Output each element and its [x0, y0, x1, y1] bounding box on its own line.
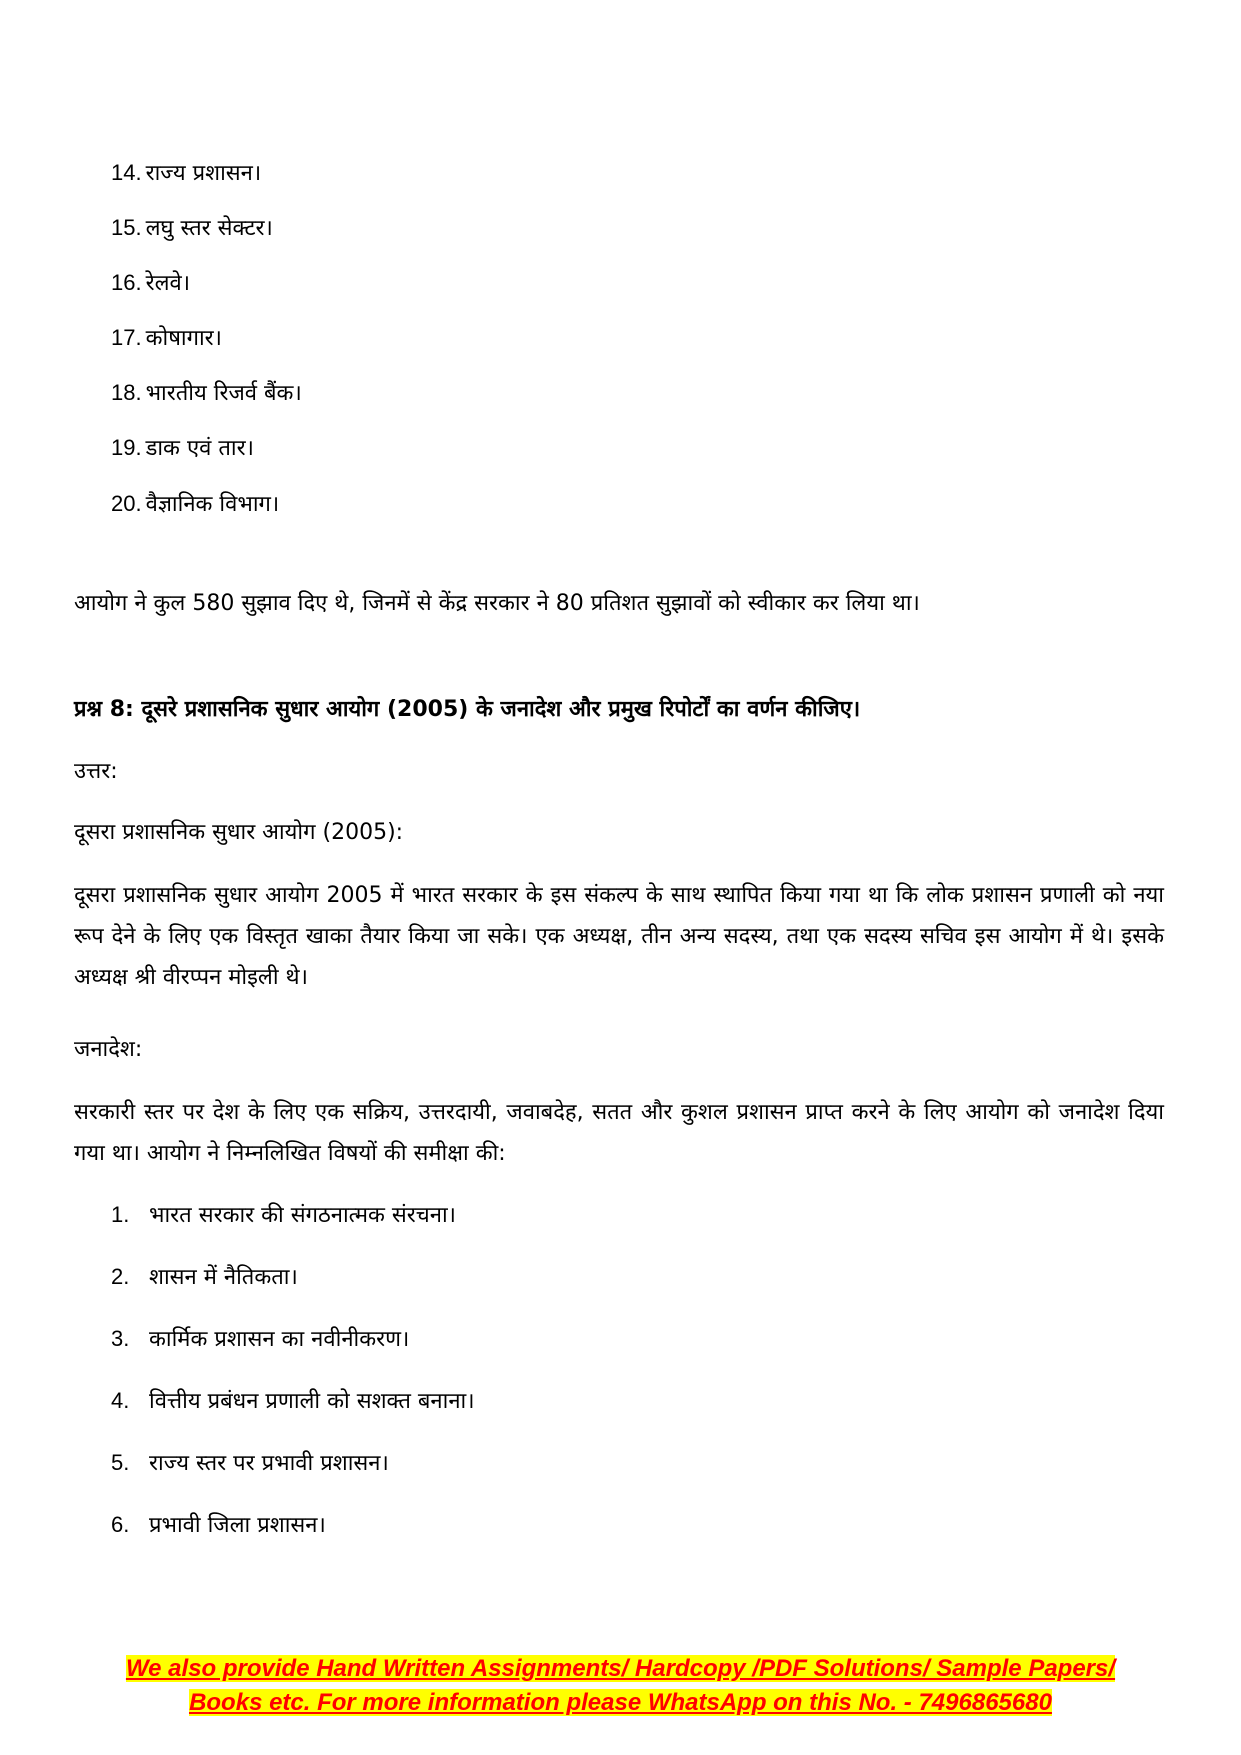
list-item — [111, 323, 222, 354]
footer-line-1: We also provide Hand Written Assignments/ Hardcopy /PDF Solutions/ Sample Papers/ — [125, 1655, 1116, 1682]
list-text: रेलवे। — [145, 271, 191, 296]
paragraph-suggestions: आयोग ने कुल 580 सुझाव दिए थे, जिनमें से केंद्र सरकार ने 80 प्रतिशत सुझावों को स्वीकार कर लिया था। — [74, 591, 920, 616]
list-number: 1. — [111, 1202, 130, 1227]
list-text: वैज्ञानिक विभाग। — [145, 492, 280, 517]
list-number: 19. — [111, 435, 142, 460]
list-number: 5. — [111, 1450, 130, 1475]
list-text: लघु स्तर सेक्टर। — [145, 216, 273, 241]
list-item — [111, 158, 261, 189]
footer-line-2: Books etc. For more information please WhatsApp on this No. - 7496865680 — [189, 1689, 1052, 1716]
list-item — [111, 1324, 409, 1355]
footer-promo — [0, 1652, 1241, 1720]
list-text: डाक एवं तार। — [145, 436, 254, 461]
list-text: प्रभावी जिला प्रशासन। — [149, 1513, 326, 1538]
question-heading: प्रश्न 8: दूसरे प्रशासनिक सुधार आयोग (2005) के जनादेश और प्रमुख रिपोर्टों का वर्णन कीजिए। — [74, 697, 861, 722]
list-item — [111, 1200, 456, 1231]
paragraph-mandate: सरकारी स्तर पर देश के लिए एक सक्रिय, उत्तरदायी, जवाबदेह, सतत और कुशल प्रशासन प्राप्त करने के लिए आयोग को जनादेश दिया गया था। आयोग ने निम्नलिखित विषयों की समीक्षा की: — [74, 1100, 1164, 1166]
list-text: कार्मिक प्रशासन का नवीनीकरण। — [149, 1327, 410, 1352]
list-text: राज्य स्तर पर प्रभावी प्रशासन। — [149, 1451, 389, 1476]
list-number: 17. — [111, 325, 142, 350]
list-number: 14. — [111, 160, 142, 185]
list-item — [111, 433, 254, 464]
list-item — [111, 268, 190, 299]
paragraph-commission: दूसरा प्रशासनिक सुधार आयोग 2005 में भारत सरकार के इस संकल्प के साथ स्थापित किया गया था कि लोक प्रशासन प्रणाली को नया रूप देने के लिए एक विस्तृत खाका तैयार किया जा सके। एक अध्यक्ष, तीन अन्य सदस्य, तथा एक सदस्य सचिव इस आयोग में थे। इसके अध्यक्ष श्री वीरप्पन मोइली थे। — [74, 883, 1164, 990]
section-heading-mandate: जनादेश: — [74, 1037, 143, 1062]
list-text: शासन में नैतिकता। — [149, 1265, 298, 1290]
list-number: 18. — [111, 380, 142, 405]
list-text: भारत सरकार की संगठनात्मक संरचना। — [149, 1203, 456, 1228]
list-item — [111, 378, 302, 409]
list-number: 20. — [111, 491, 142, 516]
list-text: राज्य प्रशासन। — [145, 161, 262, 186]
list-item — [111, 1510, 326, 1541]
list-text: वित्तीय प्रबंधन प्रणाली को सशक्त बनाना। — [149, 1389, 475, 1414]
list-number: 3. — [111, 1326, 130, 1351]
list-text: कोषागार। — [145, 326, 223, 351]
list-item — [111, 1386, 475, 1417]
list-item — [111, 1262, 298, 1293]
list-item — [111, 1448, 389, 1479]
list-item — [111, 489, 279, 520]
list-number: 2. — [111, 1264, 130, 1289]
list-number: 15. — [111, 215, 142, 240]
section-heading-commission: दूसरा प्रशासनिक सुधार आयोग (2005): — [74, 820, 404, 845]
list-number: 16. — [111, 270, 142, 295]
list-number: 6. — [111, 1512, 130, 1537]
list-item — [111, 213, 273, 244]
list-number: 4. — [111, 1388, 130, 1413]
answer-label: उत्तर: — [74, 759, 118, 784]
list-text: भारतीय रिजर्व बैंक। — [145, 381, 302, 406]
